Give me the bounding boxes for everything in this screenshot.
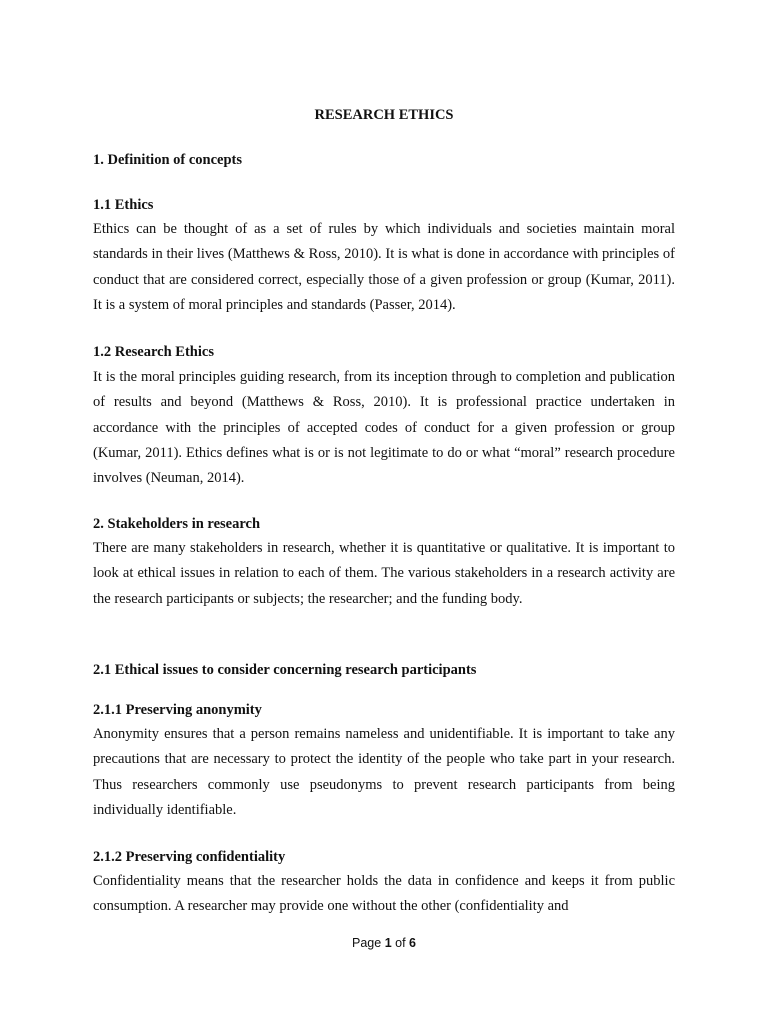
section-heading-confidentiality: 2.1.2 Preserving confidentiality	[93, 849, 286, 865]
current-page-number: 1	[384, 936, 392, 950]
section-heading-definition-of-concepts: 1. Definition of concepts	[93, 152, 243, 168]
paragraph-anonymity: Anonymity ensures that a person remains nameless and unidentifiable. It is important to take any precautions that are necessary to protect the identity of the people who take part in your research. Thus researchers commonly use pseudonyms to prevent research participants from being individually identifiable.	[93, 726, 675, 818]
document-title: RESEARCH ETHICS	[314, 107, 454, 123]
section-heading-anonymity: 2.1.1 Preserving anonymity	[93, 702, 262, 718]
total-pages-number: 6	[409, 936, 416, 950]
section-heading-participants: 2.1 Ethical issues to consider concerning research participants	[93, 662, 477, 678]
page-number-footer	[0, 934, 768, 952]
section-heading-stakeholders: 2. Stakeholders in research	[93, 516, 261, 532]
page-label: Page	[352, 936, 385, 950]
paragraph-research-ethics: It is the moral principles guiding research, from its inception through to completion and publication of results and beyond (Matthews & Ross, 2010). It is professional practice undertaken in accordance with the principles of accepted codes of conduct for a given profession or group (Kumar, 2011). Ethics defines what is or is not legitimate to do or what “moral” research procedure involves (Neuman, 2014).	[93, 369, 675, 487]
paragraph-stakeholders: There are many stakeholders in research, whether it is quantitative or qualitative. It is important to look at ethical issues in relation to each of them. The various stakeholders in a research activity are the research participants or subjects; the researcher; and the funding body.	[93, 540, 675, 607]
page-of-label: of	[391, 936, 410, 950]
section-heading-research-ethics: 1.2 Research Ethics	[93, 344, 214, 360]
section-heading-ethics: 1.1 Ethics	[93, 197, 154, 213]
paragraph-ethics: Ethics can be thought of as a set of rules by which individuals and societies maintain moral standards in their lives (Matthews & Ross, 2010). It is what is done in accordance with principles of conduct that are considered correct, especially those of a given profession or group (Kumar, 2011). It is a system of moral principles and standards (Passer, 2014).	[93, 221, 675, 313]
paragraph-confidentiality: Confidentiality means that the researcher holds the data in confidence and keeps it from public consumption. A researcher may provide one without the other (confidentiality and	[93, 873, 675, 915]
